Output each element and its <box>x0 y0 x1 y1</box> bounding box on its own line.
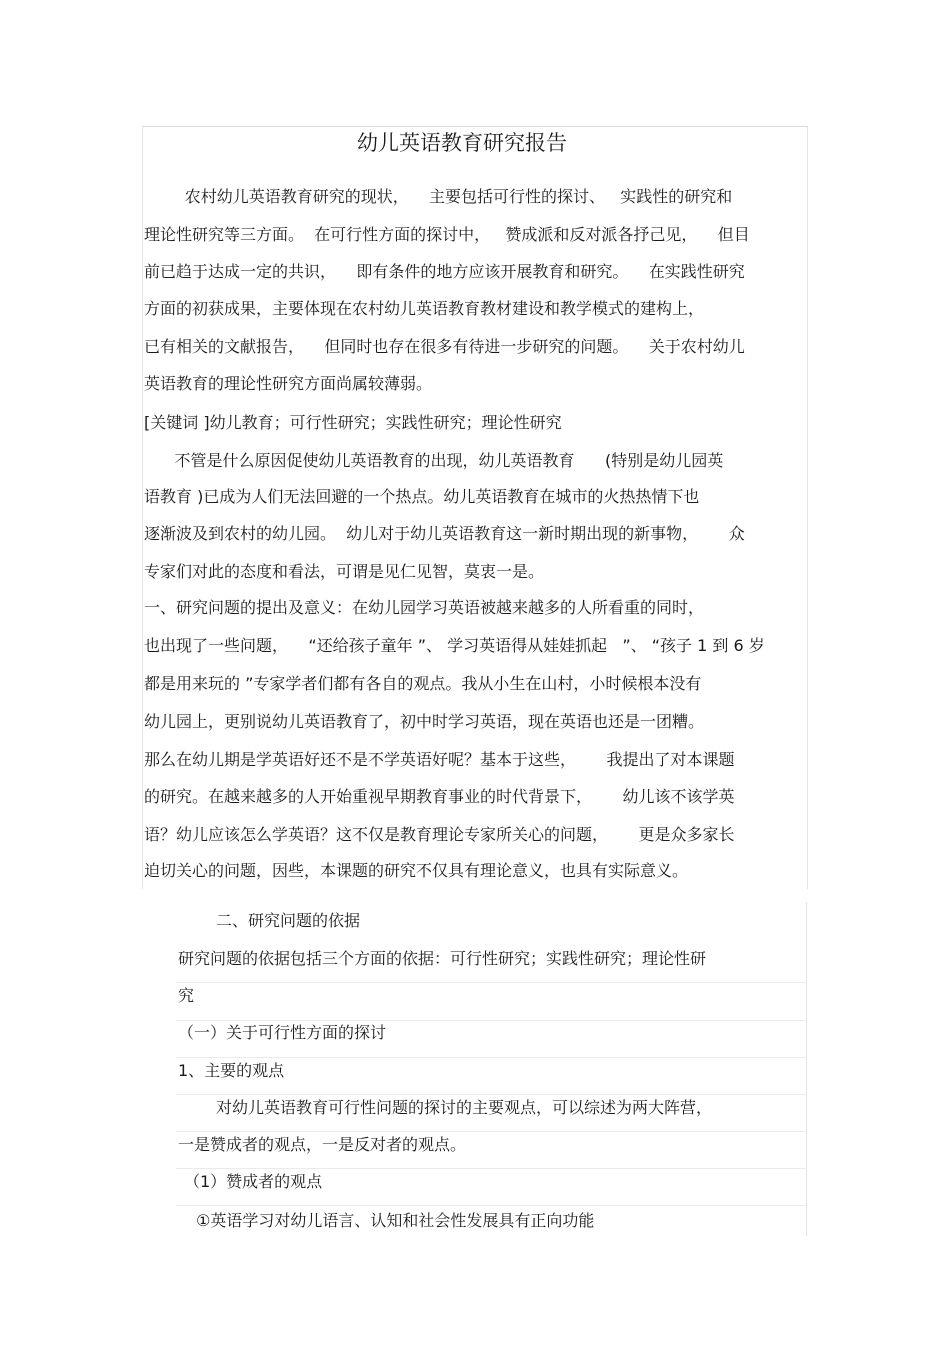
body-line: 研究问题的依据包括三个方面的依据：可行性研究；实践性研究；理论性研 <box>178 949 707 968</box>
row-divider <box>176 1131 806 1132</box>
body-line: 语教育 )已成为人们无法回避的一个热点。幼儿英语教育在城市的火热热情下也 <box>144 487 700 506</box>
keywords-line: [关键词 ]幼儿教育；可行性研究；实践性研究；理论性研究 <box>144 413 562 432</box>
row-divider <box>176 1020 806 1021</box>
body-line: 幼儿园上，更别说幼儿英语教育了，初中时学习英语，现在英语也还是一团糟。 <box>144 712 705 731</box>
right-border <box>806 902 807 1236</box>
body-line: 对幼儿英语教育可行性问题的探讨的主要观点，可以综述为两大阵营， <box>216 1098 713 1117</box>
body-line: ①英语学习对幼儿语言、认知和社会性发展具有正向功能 <box>196 1211 595 1230</box>
row-divider <box>176 1094 806 1095</box>
body-line: 不管是什么原因促使幼儿英语教育的出现，幼儿英语教育 (特别是幼儿园英 <box>144 451 724 470</box>
subsection-heading: （1）赞成者的观点 <box>184 1172 323 1191</box>
body-line: 一是赞成者的观点，一是反对者的观点。 <box>178 1135 467 1154</box>
body-line: 那么在幼儿期是学英语好还不是不学英语好呢？基本于这些， 我提出了对本课题 <box>144 750 735 769</box>
body-line: 的研究。在越来越多的人开始重视早期教育事业的时代背景下， 幼儿该不该学英 <box>144 787 735 806</box>
subsection-heading: （一）关于可行性方面的探讨 <box>178 1023 387 1042</box>
body-line: 都是用来玩的 ”专家学者们都有各自的观点。我从小生在山村，小时候根本没有 <box>144 674 702 693</box>
body-line: 农村幼儿英语教育研究的现状， 主要包括可行性的探讨、 实践性的研究和 <box>144 187 733 206</box>
body-line: 专家们对此的态度和看法，可谓是见仁见智，莫衷一是。 <box>144 562 545 581</box>
body-line: 英语教育的理论性研究方面尚属较薄弱。 <box>144 374 433 393</box>
row-divider <box>176 982 806 983</box>
subsection-heading: 1、主要的观点 <box>178 1061 285 1080</box>
body-line: 究 <box>178 986 195 1005</box>
body-line: 语？幼儿应该怎么学英语？这不仅是教育理论专家所关心的问题， 更是众多家长 <box>144 825 735 844</box>
body-line: 前已趋于达成一定的共识， 即有条件的地方应该开展教育和研究。 在实践性研究 <box>144 262 745 281</box>
row-divider <box>176 1205 806 1206</box>
body-line: 理论性研究等三方面。 在可行性方面的探讨中， 赞成派和反对派各抒己见， 但目 <box>144 225 750 244</box>
section-heading: 一、研究问题的提出及意义：在幼儿园学习英语被越来越多的人所看重的同时， <box>144 598 705 617</box>
body-line: 也出现了一些问题， “还给孩子童年 ”、 学习英语得从娃娃抓起 ”、 “孩子 1 到 6 岁 <box>144 636 765 655</box>
body-line: 已有相关的文献报告， 但同时也存在很多有待进一步研究的问题。 关于农村幼儿 <box>144 337 745 356</box>
document-title: 幼儿英语教育研究报告 <box>357 131 567 155</box>
section-heading: 二、研究问题的依据 <box>216 911 361 930</box>
row-divider <box>176 1168 806 1169</box>
row-divider <box>176 1057 806 1058</box>
body-line: 迫切关心的问题，因些，本课题的研究不仅具有理论意义，也具有实际意义。 <box>144 861 689 880</box>
body-line: 方面的初获成果，主要体现在农村幼儿英语教育教材建设和教学模式的建构上， <box>144 299 705 318</box>
body-line: 逐渐波及到农村的幼儿园。 幼儿对于幼儿英语教育这一新时期出现的新事物， 众 <box>144 524 745 543</box>
